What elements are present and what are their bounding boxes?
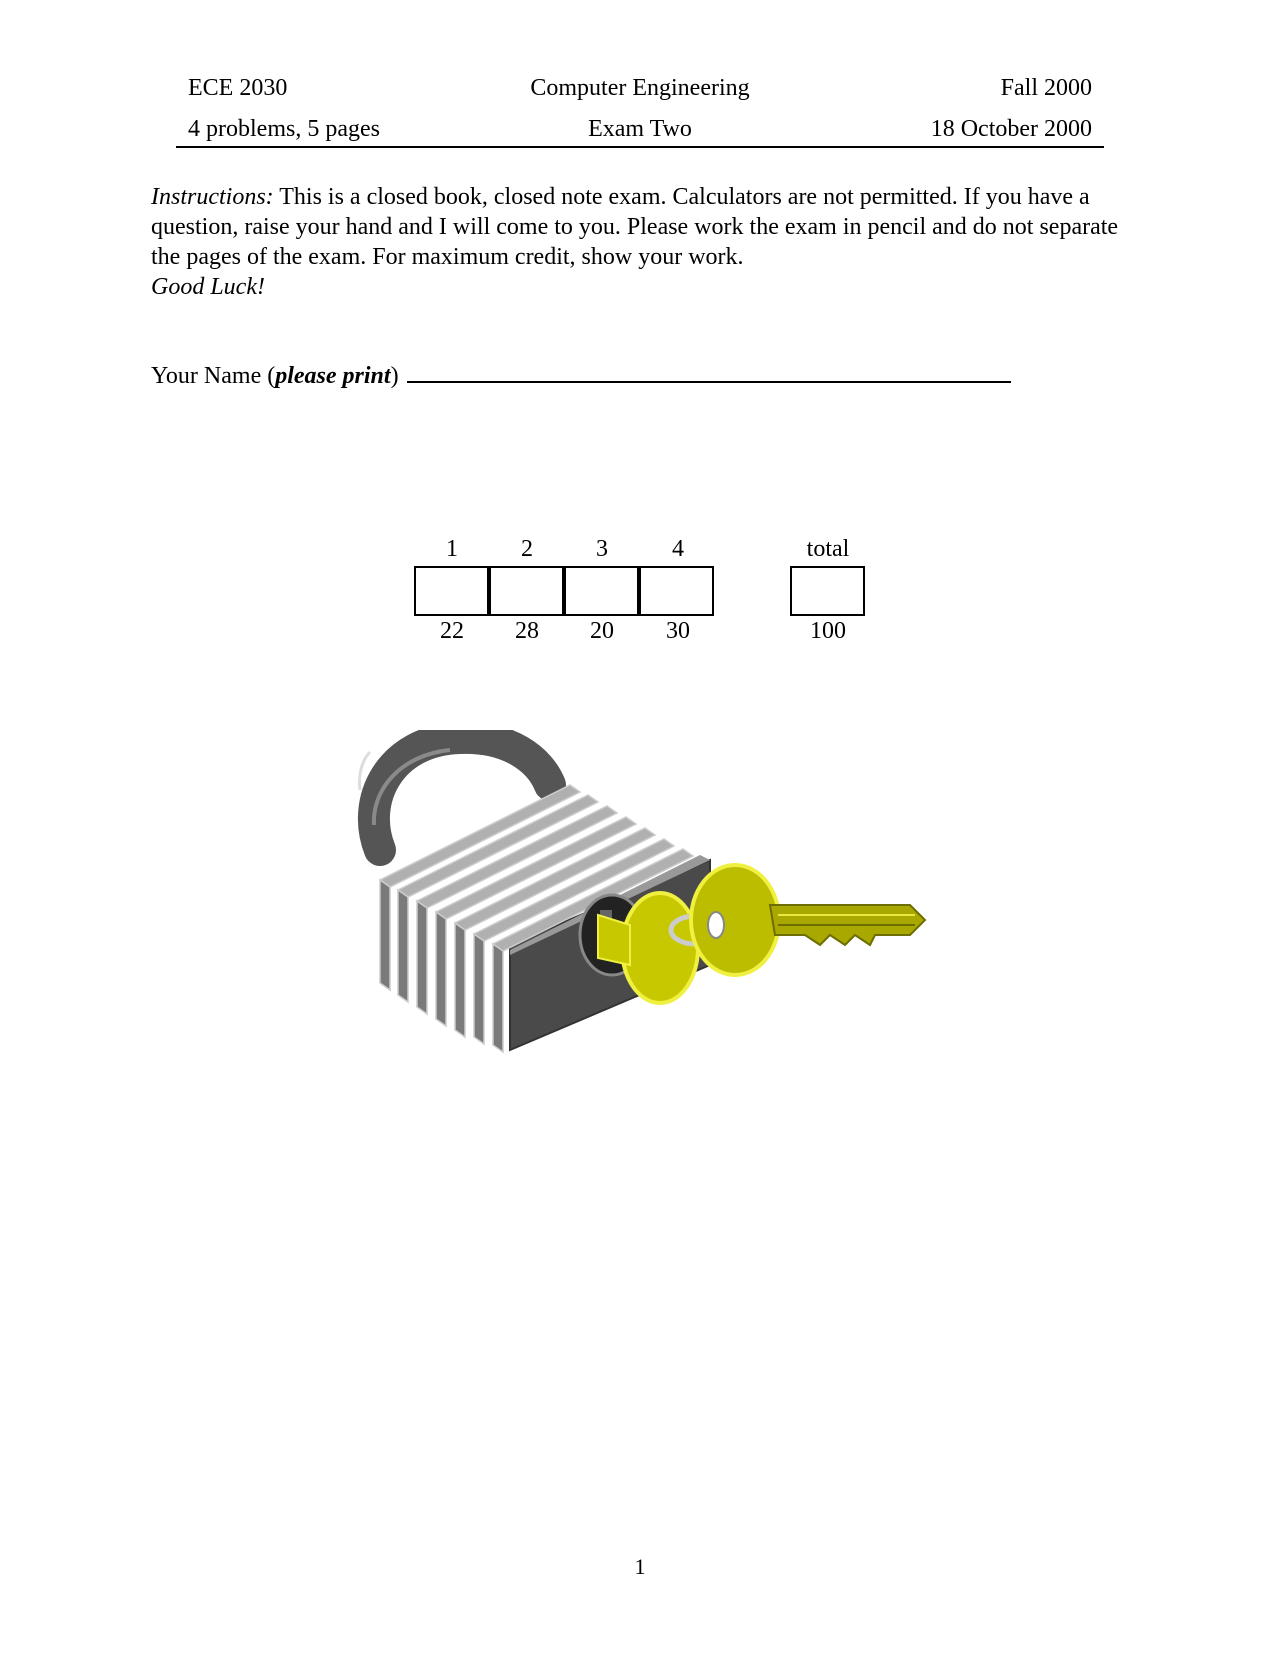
good-luck: Good Luck! bbox=[151, 274, 265, 300]
score-table bbox=[0, 534, 1280, 654]
name-suffix: ) bbox=[390, 363, 399, 389]
problem-3-label: 3 bbox=[596, 536, 608, 562]
problem-3-score-box[interactable] bbox=[564, 566, 639, 616]
page-number: 1 bbox=[634, 1554, 646, 1579]
student-name-field bbox=[151, 359, 1011, 391]
padlock-with-keys-icon bbox=[350, 730, 930, 1060]
exam-date: 18 October 2000 bbox=[930, 116, 1092, 142]
total-score-box[interactable] bbox=[790, 566, 865, 616]
problem-1-points: 22 bbox=[440, 618, 464, 644]
department-name: Computer Engineering bbox=[530, 75, 750, 101]
problem-2-label: 2 bbox=[521, 536, 533, 562]
total-points: 100 bbox=[810, 618, 846, 644]
instructions-label: Instructions: bbox=[151, 184, 274, 210]
header-row-bottom bbox=[176, 112, 1104, 148]
problem-1-score-box[interactable] bbox=[414, 566, 489, 616]
instructions-text: This is a closed book, closed note exam. Calculators are not permitted. If you have a question, raise your hand and I will come to you. Please work the exam in pencil and do not separate the pages of the exam. For maximum credit, show your work. bbox=[151, 184, 1119, 270]
exam-header bbox=[176, 72, 1104, 142]
problem-4-score-box[interactable] bbox=[639, 566, 714, 616]
problem-4-points: 30 bbox=[666, 618, 690, 644]
name-emphasis: please print bbox=[275, 363, 391, 389]
course-code: ECE 2030 bbox=[188, 75, 288, 101]
instructions-block bbox=[151, 182, 1131, 302]
total-label: total bbox=[806, 536, 850, 562]
problem-2-points: 28 bbox=[515, 618, 539, 644]
problem-2-score-box[interactable] bbox=[489, 566, 564, 616]
exam-scope: 4 problems, 5 pages bbox=[188, 116, 380, 142]
term: Fall 2000 bbox=[1000, 75, 1092, 101]
name-blank-line[interactable] bbox=[407, 359, 1011, 383]
name-prefix: Your Name ( bbox=[151, 363, 276, 389]
problem-3-points: 20 bbox=[590, 618, 614, 644]
problem-4-label: 4 bbox=[672, 536, 684, 562]
exam-title: Exam Two bbox=[588, 116, 692, 142]
header-row-top bbox=[176, 72, 1104, 104]
problem-1-label: 1 bbox=[446, 536, 458, 562]
